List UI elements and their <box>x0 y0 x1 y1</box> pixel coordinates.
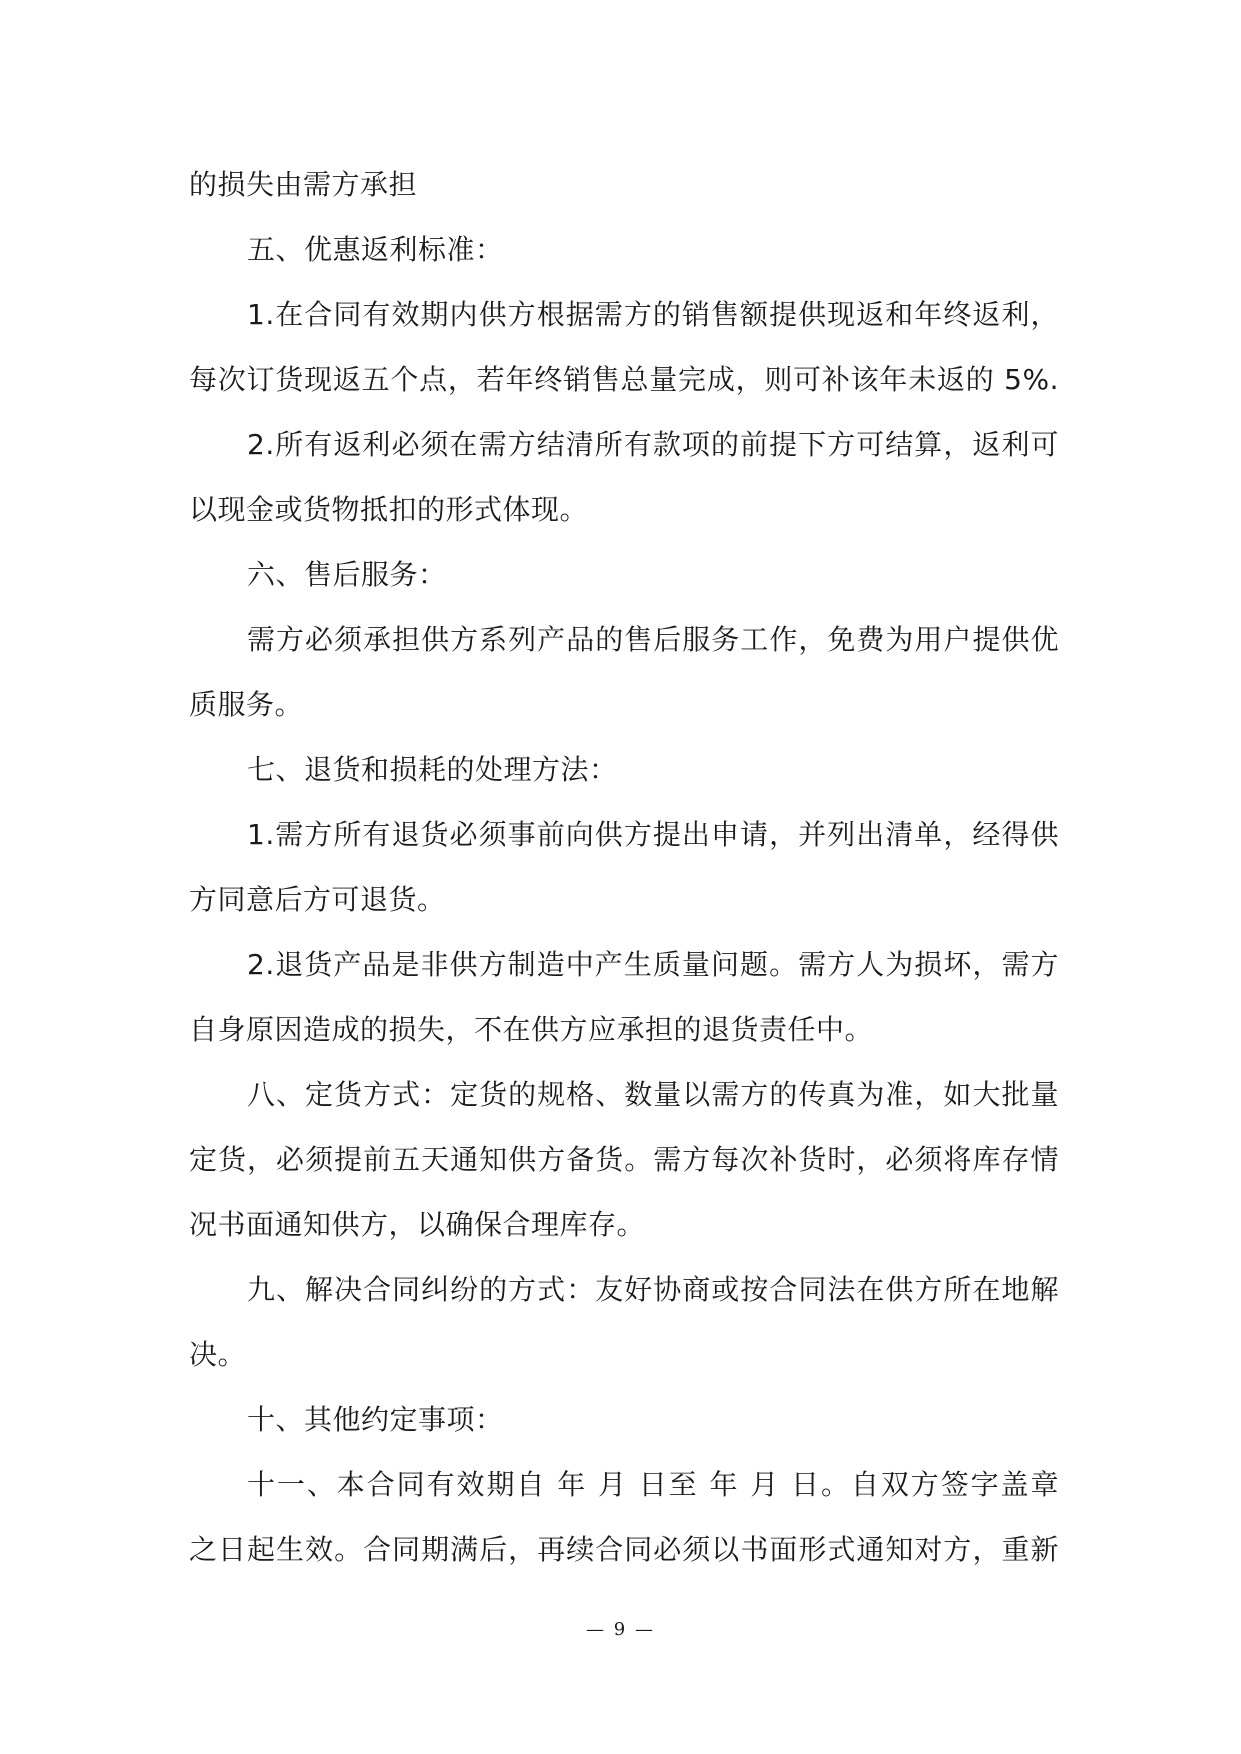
section-heading: 七、退货和损耗的处理方法： <box>247 753 618 786</box>
text-line: 2.所有返利必须在需方结清所有款项的前提下方可结算，返利可 <box>247 428 1059 461</box>
text-line: 之日起生效。合同期满后，再续合同必须以书面形式通知对方，重新 <box>189 1533 1059 1566</box>
text-line: 1.需方所有退货必须事前向供方提出申请，并列出清单，经得供 <box>247 818 1059 851</box>
section-heading: 五、优惠返利标准： <box>247 233 504 266</box>
text-line: 自身原因造成的损失，不在供方应承担的退货责任中。 <box>189 1013 874 1046</box>
section-heading: 九、解决合同纠纷的方式：友好协商或按合同法在供方所在地解 <box>247 1273 1059 1306</box>
text-line: 以现金或货物抵扣的形式体现。 <box>189 493 589 526</box>
text-line: 方同意后方可退货。 <box>189 883 446 916</box>
text-line: 质服务。 <box>189 688 304 721</box>
text-line: 每次订货现返五个点，若年终销售总量完成，则可补该年未返的 5%. <box>189 363 1059 396</box>
text-line: 况书面通知供方，以确保合理库存。 <box>189 1208 646 1241</box>
section-heading: 六、售后服务： <box>247 558 447 591</box>
document-body <box>189 152 1059 1582</box>
section-heading: 十一、本合同有效期自 年 月 日至 年 月 日。自双方签字盖章 <box>247 1468 1059 1501</box>
text-line: 需方必须承担供方系列产品的售后服务工作，免费为用户提供优 <box>247 623 1059 656</box>
text-line: 2.退货产品是非供方制造中产生质量问题。需方人为损坏，需方 <box>247 948 1059 981</box>
text-line: 1.在合同有效期内供方根据需方的销售额提供现返和年终返利， <box>247 298 1059 331</box>
section-heading: 八、定货方式：定货的规格、数量以需方的传真为准，如大批量 <box>247 1078 1059 1111</box>
text-line: 决。 <box>189 1338 247 1371</box>
section-heading: 十、其他约定事项： <box>247 1403 504 1436</box>
text-line: 定货，必须提前五天通知供方备货。需方每次补货时，必须将库存情 <box>189 1143 1059 1176</box>
page-number: — 9 — <box>586 1619 655 1640</box>
text-line: 的损失由需方承担 <box>189 168 418 201</box>
